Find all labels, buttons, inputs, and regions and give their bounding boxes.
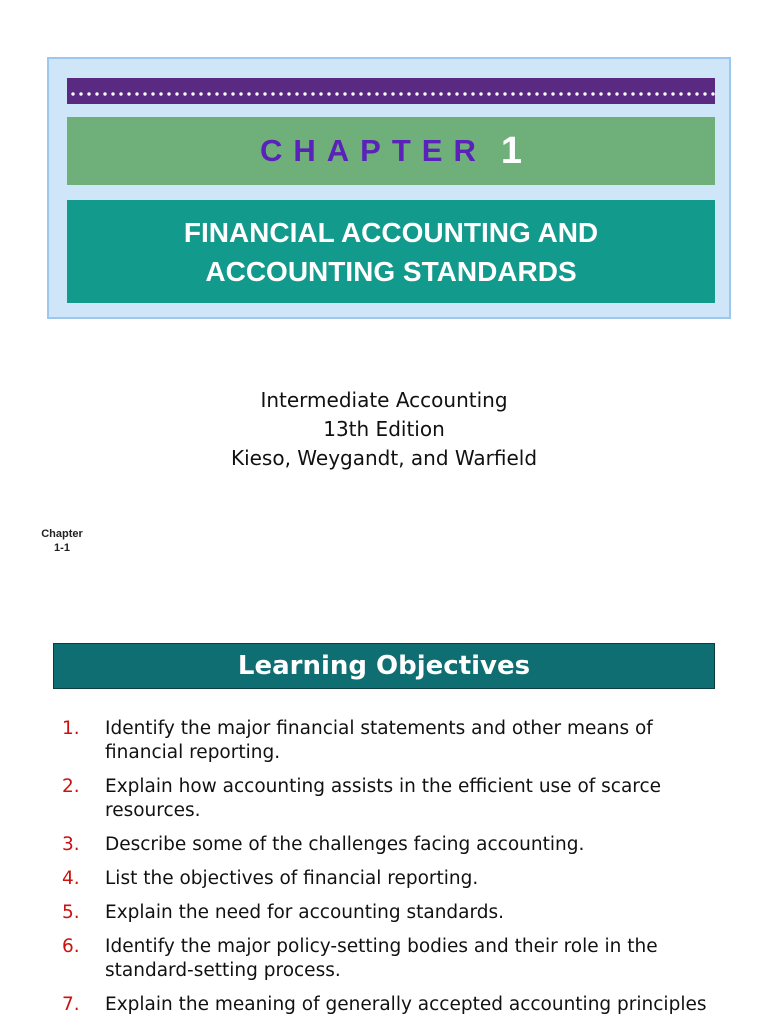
chapter-number: 1 — [500, 129, 522, 172]
objective-text: Identify the major policy-setting bodies and their role in the standard-setting process. — [105, 936, 658, 981]
chapter-title-line-2: ACCOUNTING STANDARDS — [205, 255, 577, 287]
chapter-heading-band — [67, 117, 715, 185]
objective-item — [62, 775, 722, 823]
learning-objectives-title: Learning Objectives — [237, 651, 531, 681]
objective-text: Explain the meaning of generally accepted accounting principles — [105, 994, 707, 1015]
objective-text: Identify the major financial statements and other means of financial reporting. — [105, 718, 653, 763]
objective-text: Describe some of the challenges facing accounting. — [105, 834, 585, 855]
learning-objectives-header — [53, 643, 715, 689]
book-name: Intermediate Accounting — [260, 388, 508, 412]
slide-number-label — [30, 527, 94, 555]
book-edition: 13th Edition — [323, 417, 445, 441]
objective-number: 6. — [62, 936, 80, 957]
objective-number: 4. — [62, 868, 80, 889]
chapter-title — [131, 213, 651, 291]
objective-item — [62, 935, 722, 983]
chapter-word: CHAPTER — [260, 133, 487, 168]
decorative-dot-bar — [67, 78, 715, 104]
objective-item — [62, 867, 722, 891]
slide-label-number: 1-1 — [54, 542, 70, 554]
objective-number: 3. — [62, 834, 80, 855]
chapter-title-band — [67, 200, 715, 303]
book-authors: Kieso, Weygandt, and Warfield — [230, 446, 538, 470]
objective-text: Explain how accounting assists in the efficient use of scarce resources. — [105, 776, 662, 821]
objective-number: 2. — [62, 776, 80, 797]
objective-item — [62, 993, 722, 1017]
objective-item — [62, 901, 722, 925]
objective-number: 7. — [62, 994, 80, 1015]
objective-item — [62, 717, 722, 765]
objective-text: List the objectives of financial reporting. — [105, 868, 479, 889]
objective-item — [62, 833, 722, 857]
chapter-title-slide — [47, 57, 731, 319]
objective-number: 5. — [62, 902, 80, 923]
chapter-title-line-1: FINANCIAL ACCOUNTING AND — [183, 216, 599, 248]
learning-objectives-list — [62, 717, 722, 1027]
objective-text: Explain the need for accounting standards. — [105, 902, 505, 923]
book-info — [0, 386, 768, 473]
objective-number: 1. — [62, 718, 80, 739]
slide-label-chapter: Chapter — [41, 528, 83, 540]
